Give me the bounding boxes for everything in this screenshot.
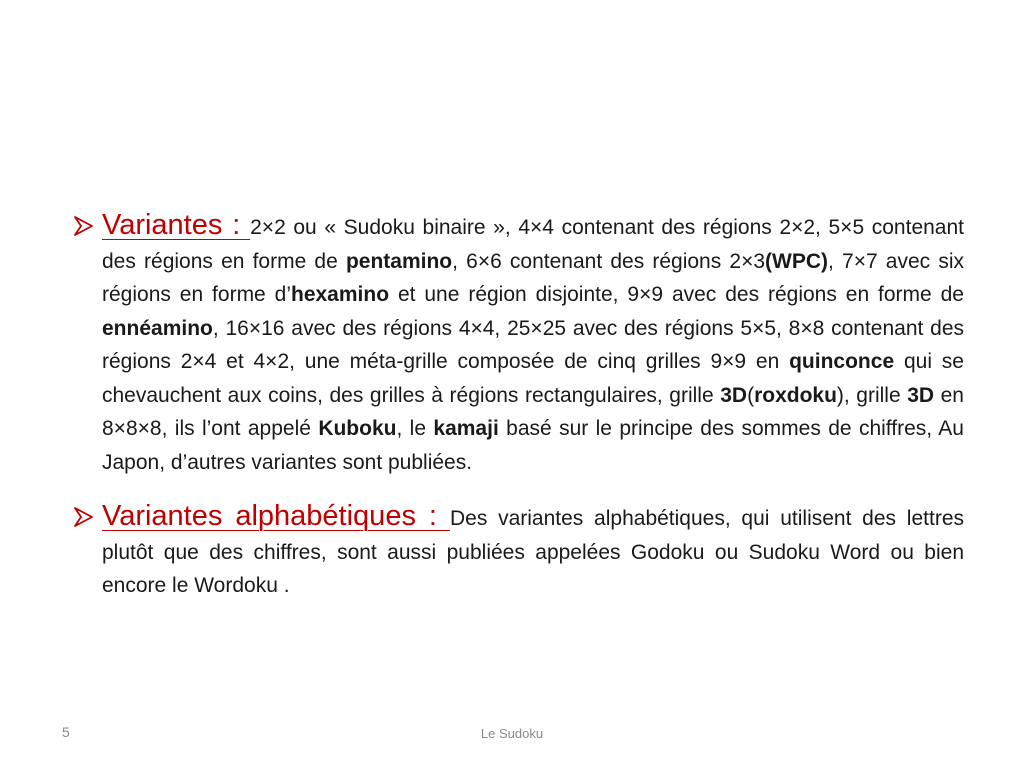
slide-number: 5 <box>62 724 70 740</box>
text-segment: ), grille <box>836 383 908 407</box>
text-segment: ( <box>747 383 755 407</box>
bold-term-quinconce: quinconce <box>789 350 895 373</box>
bold-term-enneamino: ennéamino <box>102 316 213 340</box>
slide-footer: Le Sudoku <box>480 726 544 741</box>
bold-term-3d: 3D <box>907 383 935 407</box>
bullet-heading: Variantes alphabétiques : <box>102 500 450 532</box>
bold-term-roxdoku: roxdoku <box>754 383 837 407</box>
bold-term-kamaji: kamaji <box>433 417 499 440</box>
text-segment: , 16×16 avec des régions 4×4, 25×25 avec des régions 5×5, 8×8 contenant des régions 2×4 et 4×2, une méta-grille composée de cinq grilles 9×9 en <box>102 316 964 373</box>
text-segment: Des variantes alphabétiques, qui utilisent des lettres plutôt que des chiffres, sont aussi publiées appelées Godoku ou Sudoku Word ou bien encore le Wordoku . <box>102 507 964 597</box>
text-segment: basé sur le principe des sommes de chiffres, Au Japon, d’autres variantes sont publiées. <box>102 417 964 474</box>
bullet-heading: Variantes : <box>102 209 251 241</box>
bold-term-wpc: (WPC) <box>765 249 829 273</box>
arrow-bullet-icon <box>72 506 94 528</box>
text-segment: , 6×6 contenant des régions 2×3 <box>452 249 766 273</box>
arrow-bullet-icon <box>72 215 94 237</box>
bold-term-hexamino: hexamino <box>291 283 390 306</box>
text-segment: , le <box>396 417 434 440</box>
text-segment: en 8×8×8, ils l’ont appelé <box>102 383 964 440</box>
bold-term-3d: 3D <box>720 383 748 407</box>
bullet-variantes-alphabetiques <box>70 500 964 603</box>
text-segment: et une région disjointe, 9×9 avec des régions en forme de <box>389 283 964 306</box>
text-segment: , 7×7 avec six régions en forme d’ <box>102 249 964 306</box>
bold-term-pentamino: pentamino <box>345 249 453 273</box>
bold-term-kuboku: Kuboku <box>318 417 397 440</box>
text-segment: qui se chevauchent aux coins, des grilles à régions rectangulaires, grille <box>102 350 964 407</box>
slide-body <box>70 188 964 613</box>
text-segment: 2×2 ou « Sudoku binaire », 4×4 contenant des régions 2×2, 5×5 contenant des régions en forme de <box>102 216 964 273</box>
bullet-variantes <box>70 209 964 479</box>
